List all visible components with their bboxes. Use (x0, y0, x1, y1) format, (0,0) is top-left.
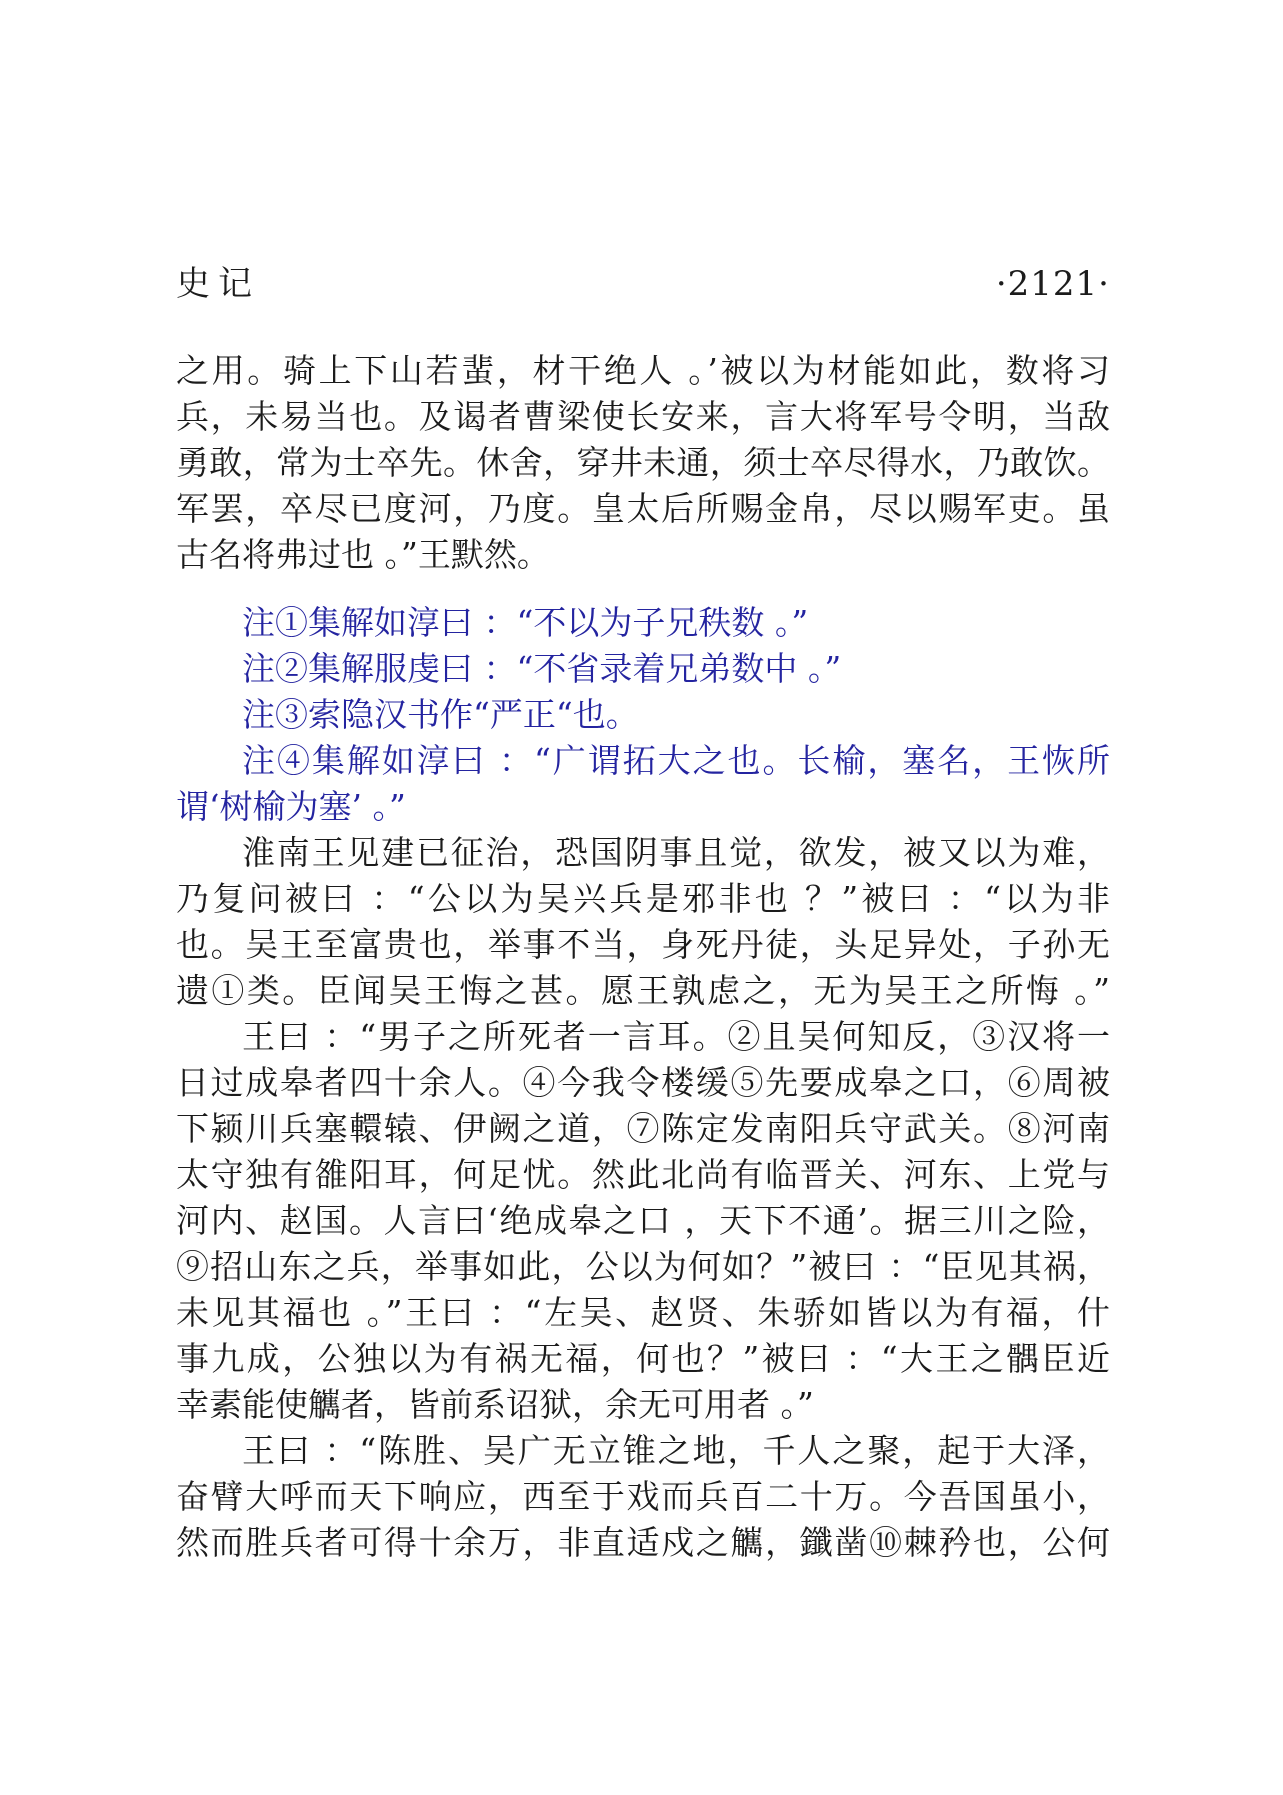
text-line: 日过成皋者四十余人。④今我令楼缓⑤先要成皋之口，⑥周被 (176, 1063, 1110, 1102)
text-line: 勇敢，常为士卒先。休舍，穿井未通，须士卒尽得水，乃敢饮。 (176, 443, 1110, 482)
text-line: 幸素能使觽者，皆前系诏狱，余无可用者 。” (176, 1385, 814, 1424)
text-line: ⑨招山东之兵，举事如此，公以为何如？”被曰 ：“臣见其祸， (176, 1247, 1110, 1286)
text-line: 之用。骑上下山若蜚，材干绝人 。’被以为材能如此，数将习 (176, 351, 1110, 390)
page-number: ·2121· (995, 264, 1110, 304)
text-body (176, 348, 1110, 1566)
text-line: 遗①类。臣闻吴王悔之甚。愿王孰虑之，无为吴王之所悔 。” (176, 971, 1110, 1010)
annotation-line: 注②集解服虔曰 ：“不省录着兄弟数中 。” (242, 649, 842, 688)
text-line: 事九成，公独以为有祸无福，何也？”被曰 ：“大王之髃臣近 (176, 1339, 1110, 1378)
text-line: 河内、赵国。人言曰‘绝成皋之口 ，天下不通’。据三川之险， (176, 1201, 1110, 1240)
text-line: 军罢，卒尽已度河，乃度。皇太后所赐金帛，尽以赐军吏。虽 (176, 489, 1110, 528)
text-line: 古名将弗过也 。”王默然。 (176, 535, 550, 574)
text-line: 也。吴王至富贵也，举事不当，身死丹徒，头足异处，子孙无 (176, 925, 1110, 964)
text-line: 乃复问被曰 ：“公以为吴兴兵是邪非也 ？”被曰 ：“以为非 (176, 879, 1110, 918)
text-line: 未见其福也 。”王曰 ：“左吴、赵贤、朱骄如皆以为有福，什 (176, 1293, 1110, 1332)
annotation-line: 注①集解如淳曰 ：“不以为子兄秩数 。” (242, 603, 809, 642)
page-header (176, 256, 1110, 305)
text-line: 兵，未易当也。及谒者曹梁使长安来，言大将军号令明，当敌 (176, 397, 1110, 436)
text-line: 王曰 ：“陈胜、吴广无立锥之地，千人之聚，起于大泽， (242, 1431, 1110, 1470)
annotation-line: 注③索隐汉书作“严正“也。 (242, 695, 639, 734)
text-line: 太守独有雒阳耳，何足忧。然此北尚有临晋关、河东、上党与 (176, 1155, 1110, 1194)
text-line: 奋臂大呼而天下响应，西至于戏而兵百二十万。今吾国虽小， (176, 1477, 1110, 1516)
annotation-line: 谓‘树榆为塞’ 。” (176, 787, 406, 826)
text-line: 下颍川兵塞轘辕、伊阙之道，⑦陈定发南阳兵守武关。⑧河南 (176, 1109, 1110, 1148)
book-title: 史记 (176, 264, 260, 304)
text-line: 然而胜兵者可得十余万，非直适戍之觽，鑯凿⑩棘矜也，公何 (176, 1523, 1110, 1562)
text-line: 淮南王见建已征治，恐国阴事且觉，欲发，被又以为难， (242, 833, 1110, 872)
annotation-line: 注④集解如淳曰 ：“广谓拓大之也。长榆，塞名，王恢所 (242, 741, 1110, 780)
text-line: 王曰 ：“男子之所死者一言耳。②且吴何知反，③汉将一 (242, 1017, 1110, 1056)
